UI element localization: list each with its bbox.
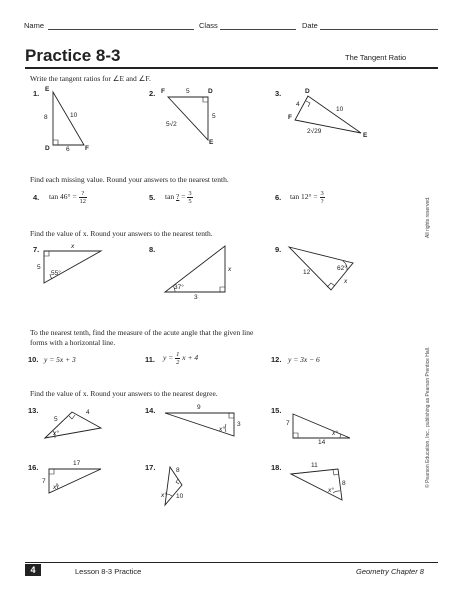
p9-side-12: 12: [303, 269, 311, 276]
p2-side-top: 5: [186, 88, 190, 95]
p14-side-3: 3: [237, 421, 241, 428]
right-angle-8: [220, 287, 225, 292]
problem-12-number: 12.: [271, 355, 282, 364]
p2-hypotenuse: 5√2: [166, 121, 177, 128]
p1-side-10: 10: [70, 112, 78, 119]
p15-side-7: 7: [286, 420, 290, 427]
p8-side-3: 3: [194, 294, 198, 301]
p5-numerator: 3: [188, 190, 192, 197]
right-angle-2: [203, 97, 208, 102]
triangle-1: [53, 92, 84, 145]
p7-angle: 55°: [51, 270, 61, 277]
p3-side-10: 10: [336, 106, 344, 113]
p13-side-5: 5: [54, 416, 58, 423]
p14-side-9: 9: [197, 404, 201, 411]
footer-lesson: Lesson 8-3 Practice: [75, 567, 142, 576]
p3-side-2root29: 2√29: [307, 128, 322, 135]
problem-16-number: 16.: [28, 463, 39, 472]
right-angle-7: [44, 251, 49, 256]
p11-pre: y =: [163, 353, 174, 363]
problem-13-number: 13.: [28, 406, 39, 415]
p7-side-5: 5: [37, 264, 41, 271]
right-angle-3: [306, 101, 310, 107]
p4-numerator: ?: [79, 190, 88, 198]
p12-equation: y = 3x − 6: [288, 355, 320, 364]
p1-vertex-f: F: [85, 145, 89, 152]
page-number-box: [25, 564, 41, 576]
name-label: Name: [24, 21, 45, 30]
problem-1-number: 1.: [33, 89, 40, 98]
p11-numerator: 1: [176, 351, 180, 358]
triangle-7: [44, 251, 101, 283]
p3-side-4: 4: [296, 101, 300, 108]
p7-x: x: [71, 243, 75, 250]
page-title: Practice 8-3: [25, 46, 121, 65]
section-4-instruction-line-2: forms with a horizontal line.: [30, 338, 116, 347]
p13-side-4: 4: [86, 409, 90, 416]
p2-vertex-f: F: [161, 88, 165, 95]
date-label: Date: [302, 21, 318, 30]
p16-angle-x: x°: [53, 484, 59, 491]
p2-side-right: 5: [212, 113, 216, 120]
p15-angle-x: x°: [332, 430, 338, 437]
p3-vertex-e: E: [363, 132, 368, 139]
page-number: 4: [30, 565, 36, 575]
p3-vertex-f: F: [288, 114, 292, 121]
p5-unknown: ?: [176, 192, 180, 202]
footer-rule: [25, 562, 438, 563]
p2-vertex-e: E: [209, 139, 214, 146]
class-label: Class: [199, 21, 218, 30]
section-2-instruction: Find each missing value. Round your answers to the nearest tenth.: [30, 175, 229, 184]
p8-x: x: [228, 266, 232, 273]
p5-lhs: tan: [165, 192, 175, 202]
p4-denominator: 12: [79, 198, 87, 205]
problem-17-number: 17.: [145, 463, 156, 472]
p17-side-10: 10: [176, 493, 184, 500]
copyright-note: © Pearson Education, Inc., publishing as Pearson Prentice Hall.: [425, 346, 431, 488]
problem-2-number: 2.: [149, 89, 156, 98]
problem-4-equation: [49, 190, 87, 205]
right-angle-16: [49, 469, 54, 474]
p6-numerator: 3: [320, 190, 324, 197]
p3-vertex-d: D: [305, 88, 310, 95]
p17-side-8: 8: [176, 467, 180, 474]
problem-3-number: 3.: [275, 89, 282, 98]
section-5-instruction: Find the value of x. Round your answers to the nearest degree.: [30, 389, 218, 398]
problem-11-number: 11.: [145, 355, 156, 364]
right-angle-14: [229, 413, 234, 418]
p1-side-6: 6: [66, 146, 70, 153]
p5-equals: =: [181, 192, 186, 202]
footer-chapter: Geometry Chapter 8: [356, 567, 424, 576]
problem-8-number: 8.: [149, 245, 156, 254]
right-angle-1: [53, 140, 58, 145]
p15-side-14: 14: [318, 439, 326, 446]
problem-11-equation: [163, 351, 198, 366]
right-angle-15: [293, 433, 298, 438]
triangle-18: [291, 469, 342, 500]
problem-6-equation: [290, 190, 325, 205]
p1-side-8: 8: [44, 114, 48, 121]
problem-5-equation: [165, 190, 193, 205]
p1-vertex-d: D: [45, 145, 50, 152]
p5-denominator: 5: [188, 198, 192, 205]
p13-angle-x: x°: [53, 430, 59, 437]
section-1-instruction: Write the tangent ratios for ∠E and ∠F.: [30, 74, 151, 83]
rights-reserved-note: All rights reserved.: [425, 196, 431, 238]
triangle-15: [293, 414, 350, 438]
problem-15-number: 15.: [271, 406, 282, 415]
p17-angle-x: x°: [161, 492, 167, 499]
problem-9-number: 9.: [275, 245, 282, 254]
problem-10-number: 10.: [28, 355, 39, 364]
problem-7-number: 7.: [33, 245, 40, 254]
p1-vertex-e: E: [45, 86, 50, 93]
right-angle-13: [69, 415, 75, 419]
p10-equation: y = 5x + 3: [44, 355, 76, 364]
p6-lhs: tan 12° =: [290, 192, 318, 202]
page-subtitle: The Tangent Ratio: [345, 53, 407, 62]
p16-side-17: 17: [73, 460, 81, 467]
angle-arc-17: [167, 494, 172, 496]
p11-denominator: 2: [176, 359, 180, 366]
problem-18-number: 18.: [271, 463, 282, 472]
triangle-3: [295, 96, 361, 133]
angle-arc-15: [340, 434, 341, 438]
p9-angle: 62°: [337, 265, 347, 272]
problem-4-number: 4.: [33, 193, 40, 202]
angle-arc-18: [333, 491, 340, 493]
p16-side-7: 7: [42, 478, 46, 485]
p18-side-8: 8: [342, 480, 346, 487]
p2-vertex-d: D: [208, 88, 213, 95]
p18-angle-x: x°: [328, 487, 334, 494]
problem-5-number: 5.: [149, 193, 156, 202]
problem-6-number: 6.: [275, 193, 282, 202]
p4-lhs: tan 46° =: [49, 192, 77, 202]
angle-arc-14: [225, 424, 226, 432]
p6-denominator: ?: [320, 198, 324, 205]
section-3-instruction: Find the value of x. Round your answers to the nearest tenth.: [30, 229, 213, 238]
problem-14-number: 14.: [145, 406, 156, 415]
p8-angle: 37°: [174, 284, 184, 291]
triangle-2: [168, 97, 208, 140]
p14-angle-x: x°: [219, 426, 225, 433]
p18-side-11: 11: [311, 462, 318, 469]
p11-post: x + 4: [182, 353, 199, 363]
p9-x: x: [344, 278, 348, 285]
section-4-instruction-line-1: To the nearest tenth, find the measure of the acute angle that the given line: [30, 328, 254, 337]
